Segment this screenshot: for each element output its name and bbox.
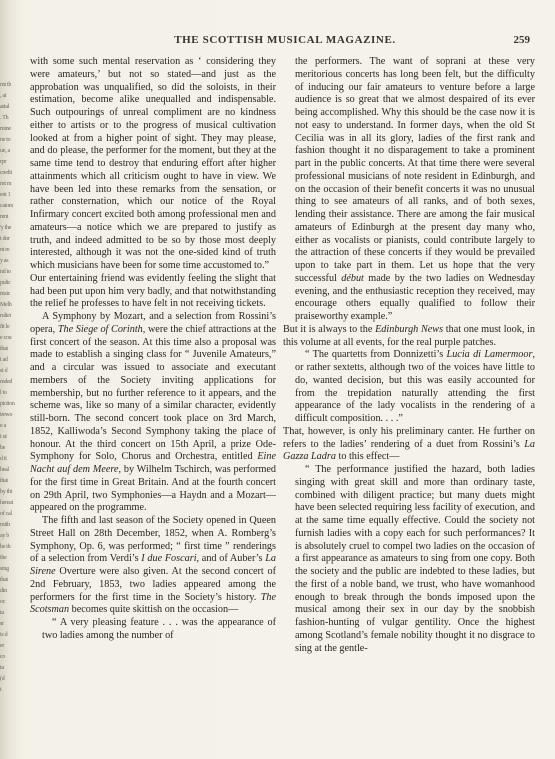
paragraph — [283, 324, 535, 350]
paragraph — [30, 311, 276, 515]
italic-title: Eine Nacht auf dem Meere — [30, 451, 276, 475]
italic-title: I due Foscari — [141, 553, 197, 565]
gutter-bleed-text: rnt th , at artal . Th mine ne to ue, a rpr credit mt m ent 1 catom rent 'y the t dor nt re y as nd to pulic msic Melh ruliet fit le e cou that t ad si d mded l to piction irewo e a t ut be d it heal that by thi hereat of cal mith ay b be th the sing that din oc ta sr is d er co ta (d t — [0, 82, 15, 693]
text-run: , and of Auber’s — [196, 553, 266, 565]
italic-title: début — [341, 272, 364, 284]
text-run: , or rather sextetts, although two of the voices have little to do, wanted decision, but this was easily accounted for from the trepidation naturally attending the first appearance of the lady vocalists in the rendering of a difficult composition. . . .” — [295, 349, 535, 424]
text-run: A Symphony by Mozart, and a selection from Rossini’s opera, — [30, 311, 276, 335]
paragraph — [30, 515, 276, 617]
italic-title: The Scotsman — [30, 591, 276, 616]
paragraph — [30, 56, 276, 273]
paragraph — [283, 349, 535, 426]
paragraph — [30, 617, 276, 643]
text-run: But it is always to the — [283, 323, 376, 335]
right-column — [283, 56, 535, 655]
italic-title: Lucia di Lamermoor — [446, 349, 533, 361]
page-number: 259 — [513, 34, 530, 46]
text-run: to this effect— — [335, 451, 400, 463]
text-run: that one must look, in this volume at all events, for the real purple patches. — [283, 323, 535, 348]
text-run: Our entertaining friend was evidently feeling the slight that had been put upon him very badly, and that notwithstanding the relief he professes to have felt in not receiving tickets. — [30, 272, 276, 310]
running-header — [40, 34, 530, 48]
italic-title: Edinburgh News — [375, 323, 444, 335]
text-run: “ A very pleasing feature . . . was the appearance of two ladies among the number of — [42, 617, 276, 641]
italic-title: La Sirene — [30, 553, 276, 577]
left-column — [30, 56, 276, 643]
text-run: “ The quartetts from Donnizetti’s — [305, 349, 447, 361]
text-run: with some such mental reservation as ‘ considering they were amateurs,’ but not so stated—and just as the approbation was unqualified, so did the soloists, in their estimation, become alike unequalled and indispensable. Such outpourings of unreal compliment are no kindness either to artists or to the progress of musical cultivation looked at from a higher point of sight. They may please, and do please, the performer for the moment, but they at the same time tend to destroy that enduring effort after higher attainments which all criticism ought to have in view. We have been led into these remarks from the sensation, or rather consternation, which our notice of the Royal Infirmary concert excited both among professional men and amateurs—a notice which we are prepared to justify as truth, and indeed admitted to be so by those most deeply interested, although it was not the one-sided kind of truth which musicians have been for some time accustomed to.” — [30, 56, 276, 271]
text-run: the performers. The want of soprani at these very meritorious concerts has long been felt, but the difficulty of inducing our fair amateurs to venture before a large audience is so great that we almost despaired of its ever being accomplished. Why this should be the case now it is not easy to understand. In former days, when the old St Cecilia was in all its glory, ladies of the first rank and fashion thought it no disparagement to take a prominent part in the public concerts. At that time there were several professional musicians of note resident in Edinburgh, and on the occasion of their benefit concerts it was no unusual thing to see amateurs of all ranks, and of both sexes, lending their assistance. There are among the fair musical amateurs of Edinburgh at the present day many who, either as vocalists or pianists, could contribute largely to the attraction of these concerts if they would be prevailed upon to take part in them. Let us hope that the very successful — [295, 56, 535, 284]
text-run: , were the chief attractions at the first concert of the season. At this time also a proposal was made to establish a singing class for “ Juvenile Amateurs,” and a circular was issued to associate and executant members of the Society inviting applications for membership, but no further reference to it appears, and the scheme was, like so many of a similar character, evidently still-born. The second concert took place on 3rd March, 1852, Kalliwoda’s Second Symphony taking the place of honour. At the third concert on 15th April, a prize Ode-Symphony for Solo, Chorus and Orchestra, entitled — [30, 323, 277, 463]
italic-title: La Gazza Ladra — [283, 438, 535, 463]
text-run: , by Wilhelm Tschirch, was performed for the first time in Great Britain. And at the fourth concert on 29th April, two Symphonies—a Haydn and a Mozart—appeared on the programme. — [30, 464, 276, 514]
text-run: Overture were also given. At the second concert of 2nd February, 1853, two ladies appeared among the performers for the first time in the Society’s history. — [30, 566, 276, 603]
text-run: made by the two ladies on Wednesday evening, and the enthusiastic reception they received, may encourage others equally qualified to follow their praiseworthy example.” — [295, 272, 535, 322]
italic-title: The Siege of Corinth — [57, 323, 143, 335]
paragraph — [283, 464, 535, 655]
paragraph — [283, 56, 535, 324]
paragraph — [283, 426, 535, 464]
text-run: That, however, is only his preliminary canter. He further on refers to the ladies’ rendering of a duet from Rossini’s — [283, 425, 535, 450]
text-run: The fifth and last season of the Society opened in Queen Street Hall on 28th December, 1852, when A. Romberg’s Symphony, Op. 6, was performed; “ first time ” renderings of a selection from Verdi’s — [30, 515, 276, 565]
running-title: THE SCOTTISH MUSICAL MAGAZINE. — [174, 34, 396, 46]
text-run: “ The performance justified the hazard, both ladies singing with great skill and more than ordinary taste, combined with diligent practice; but many duets might have been selected requiring less facility of execution, and at the same time equally effective. Could the society not furnish ladies with a copy each for such performances? It is absolutely cruel to compel two ladies on the occasion of a first appearance as amateurs to sing from one copy. Both the society and the public are indebted to these ladies, but the first of a noble band, we trust, who have womanhood enough to break through the bonds imposed upon the musical among their sex in our day by the snobbish fashion-hunting of vulgar gentility. Once the highest among Scotland’s female nobility thought it no disgrace to sing at the gentle- — [295, 464, 535, 654]
text-run: becomes quite skittish on the occasion— — [69, 604, 239, 616]
paragraph — [30, 273, 276, 311]
